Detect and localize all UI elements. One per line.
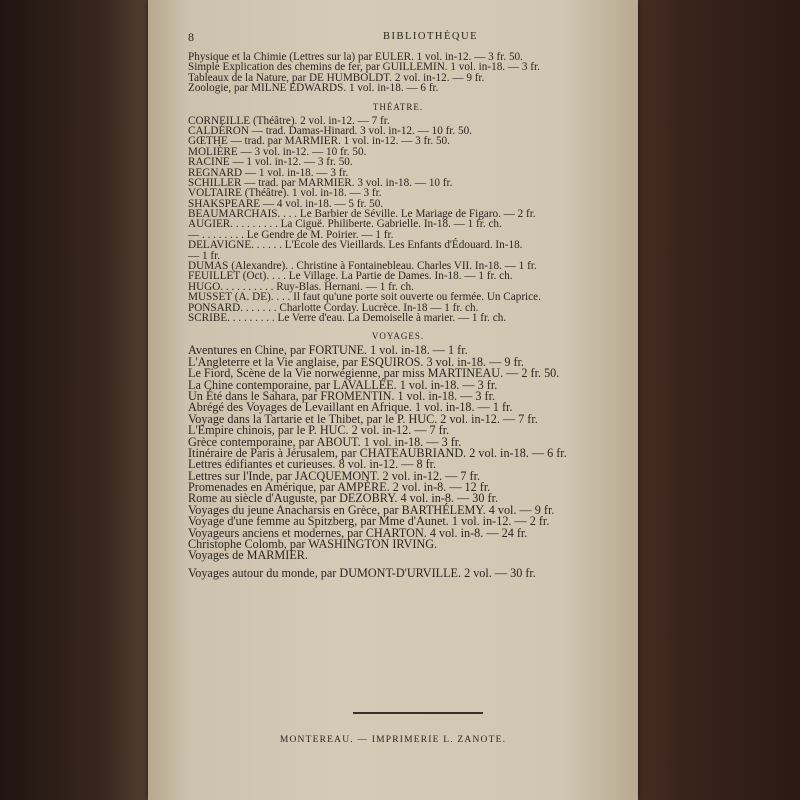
catalog-line: CALDÉRON — trad. Damas-Hinard. 3 vol. in-12. — 10 fr. 50. <box>188 124 472 137</box>
catalog-line: Voyage d'une femme au Spitzberg, par Mme d'Aunet. 1 vol. in-12. — 2 fr. <box>188 514 550 529</box>
catalog-line: RACINE — 1 vol. in-12. — 3 fr. 50. <box>188 156 353 169</box>
catalog-line: Voyage dans la Tartarie et le Thibet, par le P. HUC. 2 vol. in-12. — 7 fr. <box>188 411 538 426</box>
catalog-line: L'Empire chinois, par le P. HUC. 2 vol. in-12. — 7 fr. <box>188 423 450 438</box>
catalog-line: Lettres édifiantes et curieuses. 8 vol. in-12. — 8 fr. <box>188 457 437 472</box>
printer-imprint: MONTEREAU. — IMPRIMERIE L. ZANOTE. <box>279 735 507 745</box>
catalog-line: Aventures en Chine, par FORTUNE. 1 vol. in-18. — 1 fr. <box>188 343 468 358</box>
section-heading-theatre: THÉATRE. <box>372 101 424 112</box>
catalog-line: Voyages de MARMIER. <box>188 548 308 563</box>
catalog-line: Le Fiord, Scène de la Vie norwégienne, par miss MARTINEAU. — 2 fr. 50. <box>188 366 560 381</box>
catalog-line: DELAVIGNE. . . . . . L'École des Vieillards. Les Enfants d'Édouard. In-18. <box>188 239 523 252</box>
catalog-line: Lettres sur l'Inde, par JACQUEMONT. 2 vol. in-12. — 7 fr. <box>188 468 481 483</box>
catalog-line: Tableaux de la Nature, par DE HUMBOLDT. 2 vol. in-12. — 9 fr. <box>188 71 485 84</box>
catalog-line: MUSSET (A. DE). . . . Il faut qu'une porte soit ouverte ou fermée. Un Caprice. <box>188 291 541 304</box>
catalog-line: DUMAS (Alexandre). . Christine à Fontainebleau. Charles VII. In-18. — 1 fr. <box>188 260 537 273</box>
catalog-line: Un Été dans le Sahara, par FROMENTIN. 1 vol. in-18. — 3 fr. <box>188 388 496 403</box>
catalog-line: Christophe Colomb, par WASHINGTON IRVING. <box>188 537 438 552</box>
catalog-line: La Chine contemporaine, par LAVALLÉE. 1 vol. in-18. — 3 fr. <box>188 377 498 392</box>
catalog-line: — . . . . . . . . Le Gendre de M. Poirier. — 1 fr. <box>188 228 394 241</box>
catalog-line: Abrégé des Voyages de Levaillant en Afrique. 1 vol. in-18. — 1 fr. <box>188 400 513 415</box>
catalog-line: HUGO. . . . . . . . . . Ruy-Blas. Hernani. — 1 fr. ch. <box>188 280 414 293</box>
catalog-line: Itinéraire de Paris à Jérusalem, par CHATEAUBRIAND. 2 vol. in-18. — 6 fr. <box>188 445 567 460</box>
catalog-line: FEUILLET (Oct). . . . Le Village. La Partie de Dames. In-18. — 1 fr. ch. <box>188 270 513 283</box>
voyages-list <box>188 345 608 579</box>
catalog-line: Voyageurs anciens et modernes, par CHARTON. 4 vol. in-8. — 24 fr. <box>188 525 528 540</box>
running-title: BIBLIOTHÈQUE <box>383 30 478 42</box>
running-header <box>188 22 608 52</box>
catalog-line: SCRIBE. . . . . . . . . Le Verre d'eau. La Demoiselle à marier. — 1 fr. ch. <box>188 311 507 324</box>
book-page <box>148 0 638 800</box>
background-left <box>0 0 150 800</box>
theatre-list <box>188 116 608 324</box>
catalog-line: L'Angleterre et la Vie anglaise, par ESQUIROS. 3 vol. in-18. — 9 fr. <box>188 354 524 369</box>
catalog-line: — 1 fr. <box>188 249 221 262</box>
catalog-line: VOLTAIRE (Théâtre). 1 vol. in-18. — 3 fr. <box>188 187 382 200</box>
catalog-line: Promenades en Amérique, par AMPÈRE. 2 vol. in-8. — 12 fr. <box>188 480 491 495</box>
catalog-line: AUGIER. . . . . . . . . La Ciguë. Philiberte. Gabrielle. In-18. — 1 fr. ch. <box>188 218 502 231</box>
intro-list <box>188 52 608 94</box>
catalog-line: PONSARD. . . . . . . Charlotte Corday. Lucrèce. In-18 — 1 fr. ch. <box>188 301 479 314</box>
catalog-line: Physique et la Chimie (Lettres sur la) par EULER. 1 vol. in-12. — 3 fr. 50. <box>188 51 523 63</box>
catalog-line: REGNARD — 1 vol. in-18. — 3 fr. <box>188 166 349 179</box>
footer-rule <box>353 712 483 714</box>
catalog-line: Rome au siècle d'Auguste, par DEZOBRY. 4 vol. in-8. — 30 fr. <box>188 491 499 506</box>
catalog-line: Simple Explication des chemins de fer, par GUILLEMIN. 1 vol. in-18. — 3 fr. <box>188 61 540 74</box>
catalog-line: Zoologie, par MILNE EDWARDS. 1 vol. in-18. — 6 fr. <box>188 82 439 95</box>
page-content <box>188 22 608 579</box>
catalog-line: Grèce contemporaine, par ABOUT. 1 vol. in-18. — 3 fr. <box>188 434 462 449</box>
catalog-line: Voyages du jeune Anacharsis en Grèce, par BARTHÉLEMY. 4 vol. — 9 fr. <box>188 502 555 517</box>
page-number: 8 <box>188 29 194 44</box>
catalog-line: MOLIÈRE — 3 vol. in-12. — 10 fr. 50. <box>188 145 367 158</box>
catalog-line: CORNEILLE (Théâtre). 2 vol. in-12. — 7 fr. <box>188 114 390 127</box>
catalog-line: SCHILLER — trad. par MARMIER. 3 vol. in-18. — 10 fr. <box>188 176 453 189</box>
section-heading-voyages: VOYAGES. <box>371 331 425 342</box>
catalog-line: BEAUMARCHAIS. . . . Le Barbier de Séville. Le Mariage de Figaro. — 2 fr. <box>188 208 536 221</box>
catalog-line: Voyages autour du monde, par DUMONT-D'URVILLE. 2 vol. — 30 fr. <box>188 565 536 580</box>
background-right <box>630 0 800 800</box>
catalog-line: SHAKSPEARE — 4 vol. in-18. — 5 fr. 50. <box>188 197 384 210</box>
catalog-line: GŒTHE — trad. par MARMIER. 1 vol. in-12. — 3 fr. 50. <box>188 135 450 148</box>
